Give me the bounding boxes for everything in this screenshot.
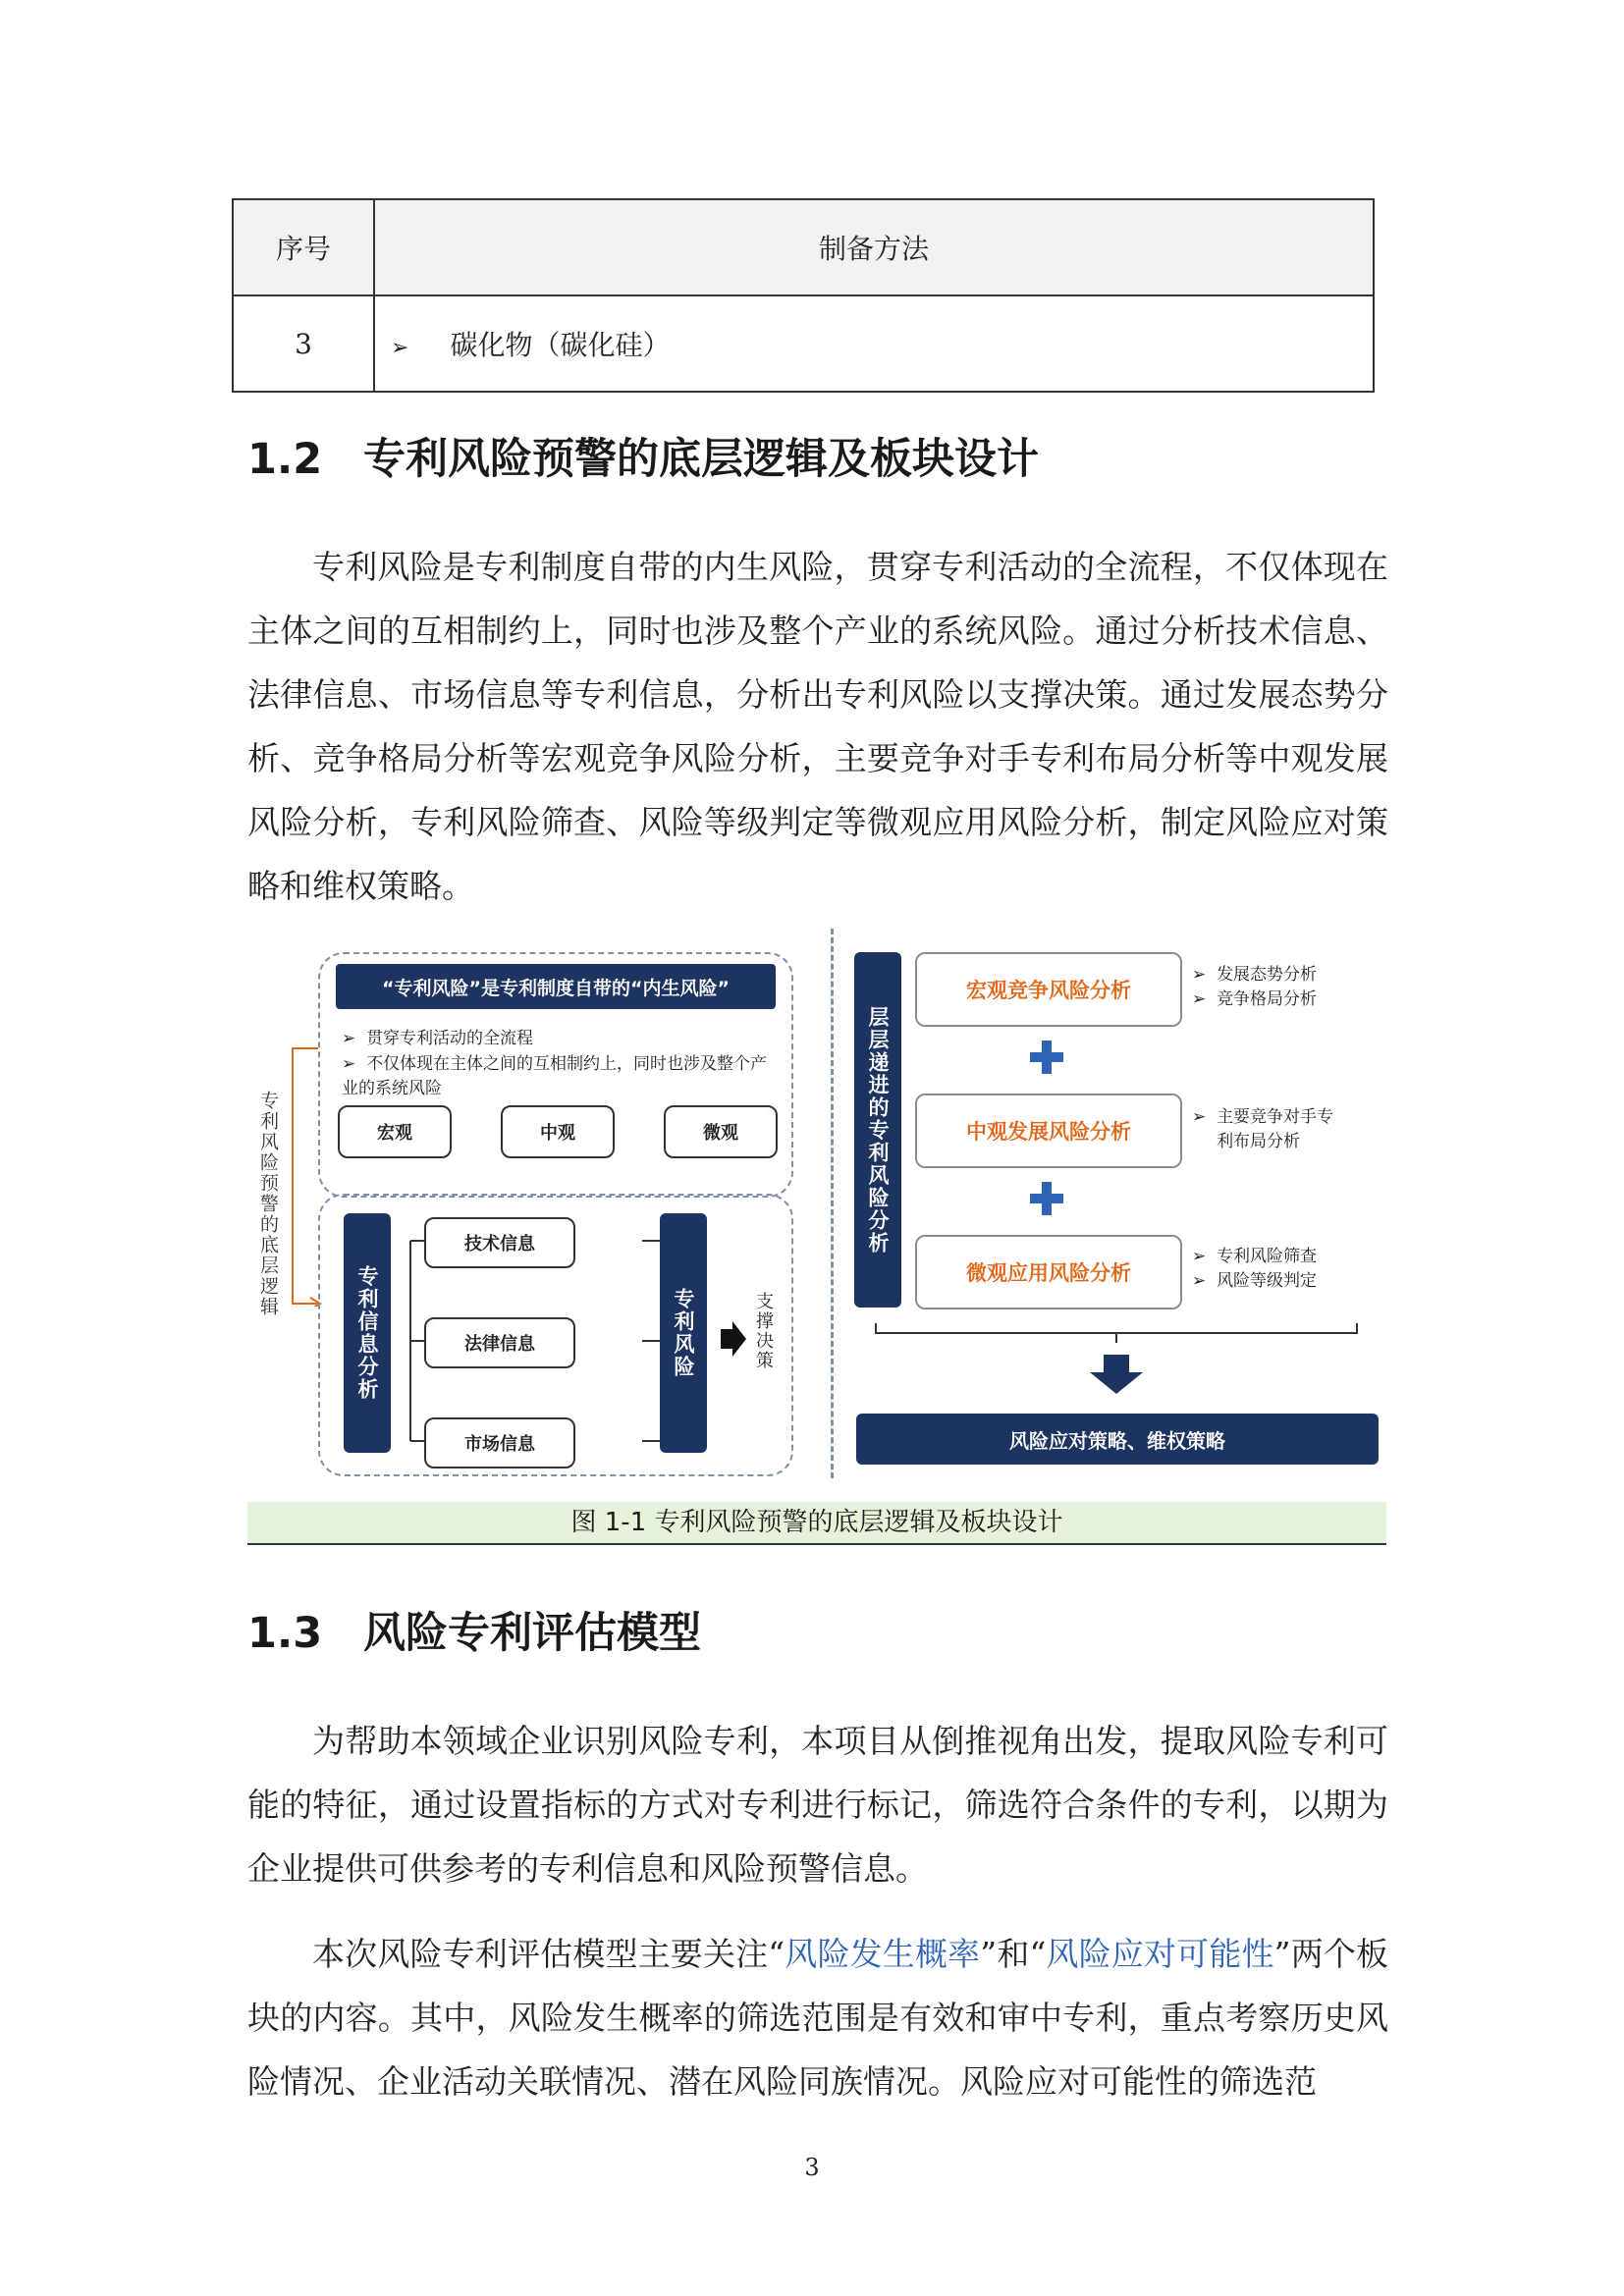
row-method-cell bbox=[374, 295, 1374, 392]
level-meso: 中观 bbox=[501, 1105, 615, 1158]
figure-1-1 bbox=[247, 929, 1386, 1478]
highlight-probability: 风险发生概率 bbox=[785, 1935, 981, 1973]
micro-note-2: ➢ 风险等级判定 bbox=[1192, 1271, 1318, 1291]
brace-arrow-icon bbox=[872, 1321, 1363, 1400]
arrow-right-icon bbox=[719, 1319, 748, 1359]
meso-analysis: 中观发展风险分析 bbox=[915, 1094, 1182, 1168]
table-row bbox=[233, 295, 1374, 392]
progressive-analysis-bar: 层层递进的专利风险分析 bbox=[854, 952, 901, 1308]
macro-analysis: 宏观竞争风险分析 bbox=[915, 952, 1182, 1027]
bottom-strategy-bar: 风险应对策略、维权策略 bbox=[856, 1414, 1379, 1465]
micro-note-2-text: 风险等级判定 bbox=[1217, 1271, 1318, 1291]
info-analysis-bar: 专利信息分析 bbox=[344, 1213, 391, 1453]
macro-note-1-text: 发展态势分析 bbox=[1217, 965, 1318, 985]
p2-text-b: ”和“ bbox=[980, 1935, 1047, 1973]
row-no: 3 bbox=[233, 295, 374, 392]
top-bullet-1-text: 贯穿专利活动的全流程 bbox=[366, 1029, 534, 1048]
section-heading-1-2 bbox=[247, 426, 1039, 486]
header-method: 制备方法 bbox=[374, 199, 1374, 295]
info-tech: 技术信息 bbox=[424, 1217, 575, 1268]
paragraph-1-3-b bbox=[247, 1922, 1388, 2113]
micro-analysis: 微观应用风险分析 bbox=[915, 1235, 1182, 1309]
micro-note-1: ➢ 专利风险筛查 bbox=[1192, 1247, 1318, 1266]
arrow-bullet-icon: ➢ bbox=[391, 336, 409, 360]
patent-risk-bar: 专利风险 bbox=[660, 1213, 707, 1453]
figure-divider bbox=[831, 929, 834, 1478]
section-heading-1-3 bbox=[247, 1600, 701, 1660]
top-banner: “专利风险”是专利制度自带的“内生风险” bbox=[336, 964, 776, 1009]
orange-bracket-icon bbox=[283, 1046, 322, 1307]
section-number: 1.2 bbox=[247, 435, 323, 484]
micro-note-1-text: 专利风险筛查 bbox=[1217, 1247, 1318, 1266]
support-decision: 支撑决策 bbox=[753, 1292, 774, 1370]
p2-text-a: 本次风险专利评估模型主要关注“ bbox=[312, 1935, 785, 1973]
highlight-response: 风险应对可能性 bbox=[1046, 1935, 1274, 1973]
p2-text-c: ”两个板块的内容。其中，风险发生概率的筛选范围是有效和审中专利，重点考察历史风险情况、企业活动关联情况、潜在风险同族情况。风险应对可能性的筛选范 bbox=[247, 1935, 1389, 2101]
paragraph-1-2: 专利风险是专利制度自带的内生风险，贯穿专利活动的全流程，不仅体现在主体之间的互相制约上，同时也涉及整个产业的系统风险。通过分析技术信息、法律信息、市场信息等专利信息，分析出专利风险以支撑决策。通过发展态势分析、竞争格局分析等宏观竞争风险分析，主要竞争对手专利布局分析等中观发展风险分析，专利风险筛查、风险等级判定等微观应用风险分析，制定风险应对策略和维权策略。 bbox=[247, 548, 1388, 905]
table-header-row bbox=[233, 199, 1374, 295]
section-number: 1.3 bbox=[247, 1609, 323, 1658]
meso-note-1-text: 主要竞争对手专利布局分析 bbox=[1217, 1107, 1334, 1151]
paragraph-1-3-a: 为帮助本领域企业识别风险专利，本项目从倒推视角出发，提取风险专利可能的特征，通过设置指标的方式对专利进行标记，筛选符合条件的专利，以期为企业提供可供参考的专利信息和风险预警信息。 bbox=[247, 1722, 1388, 1888]
header-no: 序号 bbox=[233, 199, 374, 295]
macro-note-2: ➢ 竞争格局分析 bbox=[1192, 989, 1318, 1009]
macro-note-2-text: 竞争格局分析 bbox=[1217, 989, 1318, 1009]
top-bullet-2: ➢ 不仅体现在主体之间的互相制约上，同时也涉及整个产业的系统风险 bbox=[342, 1054, 768, 1098]
meso-note-1: ➢ 主要竞争对手专利布局分析 bbox=[1192, 1105, 1334, 1154]
level-macro: 宏观 bbox=[338, 1105, 452, 1158]
plus-icon bbox=[1030, 1182, 1063, 1215]
top-bullet-2-text: 不仅体现在主体之间的互相制约上，同时也涉及整个产业的系统风险 bbox=[342, 1054, 768, 1098]
top-bullet-1: ➢ 贯穿专利活动的全流程 bbox=[342, 1029, 534, 1048]
left-label: 专利风险预警的底层逻辑 bbox=[257, 1091, 279, 1317]
row-method: 碳化物（碳化硅） bbox=[450, 329, 671, 361]
section-title: 风险专利评估模型 bbox=[363, 1609, 701, 1658]
macro-note-1: ➢ 发展态势分析 bbox=[1192, 965, 1318, 985]
plus-icon bbox=[1030, 1041, 1063, 1074]
preparation-method-table bbox=[232, 198, 1375, 393]
info-legal: 法律信息 bbox=[424, 1317, 575, 1368]
section-title: 专利风险预警的底层逻辑及板块设计 bbox=[363, 435, 1039, 484]
info-market: 市场信息 bbox=[424, 1417, 575, 1468]
page-number: 3 bbox=[804, 2154, 820, 2181]
level-micro: 微观 bbox=[664, 1105, 778, 1158]
figure-caption: 图 1-1 专利风险预警的底层逻辑及板块设计 bbox=[247, 1502, 1386, 1545]
